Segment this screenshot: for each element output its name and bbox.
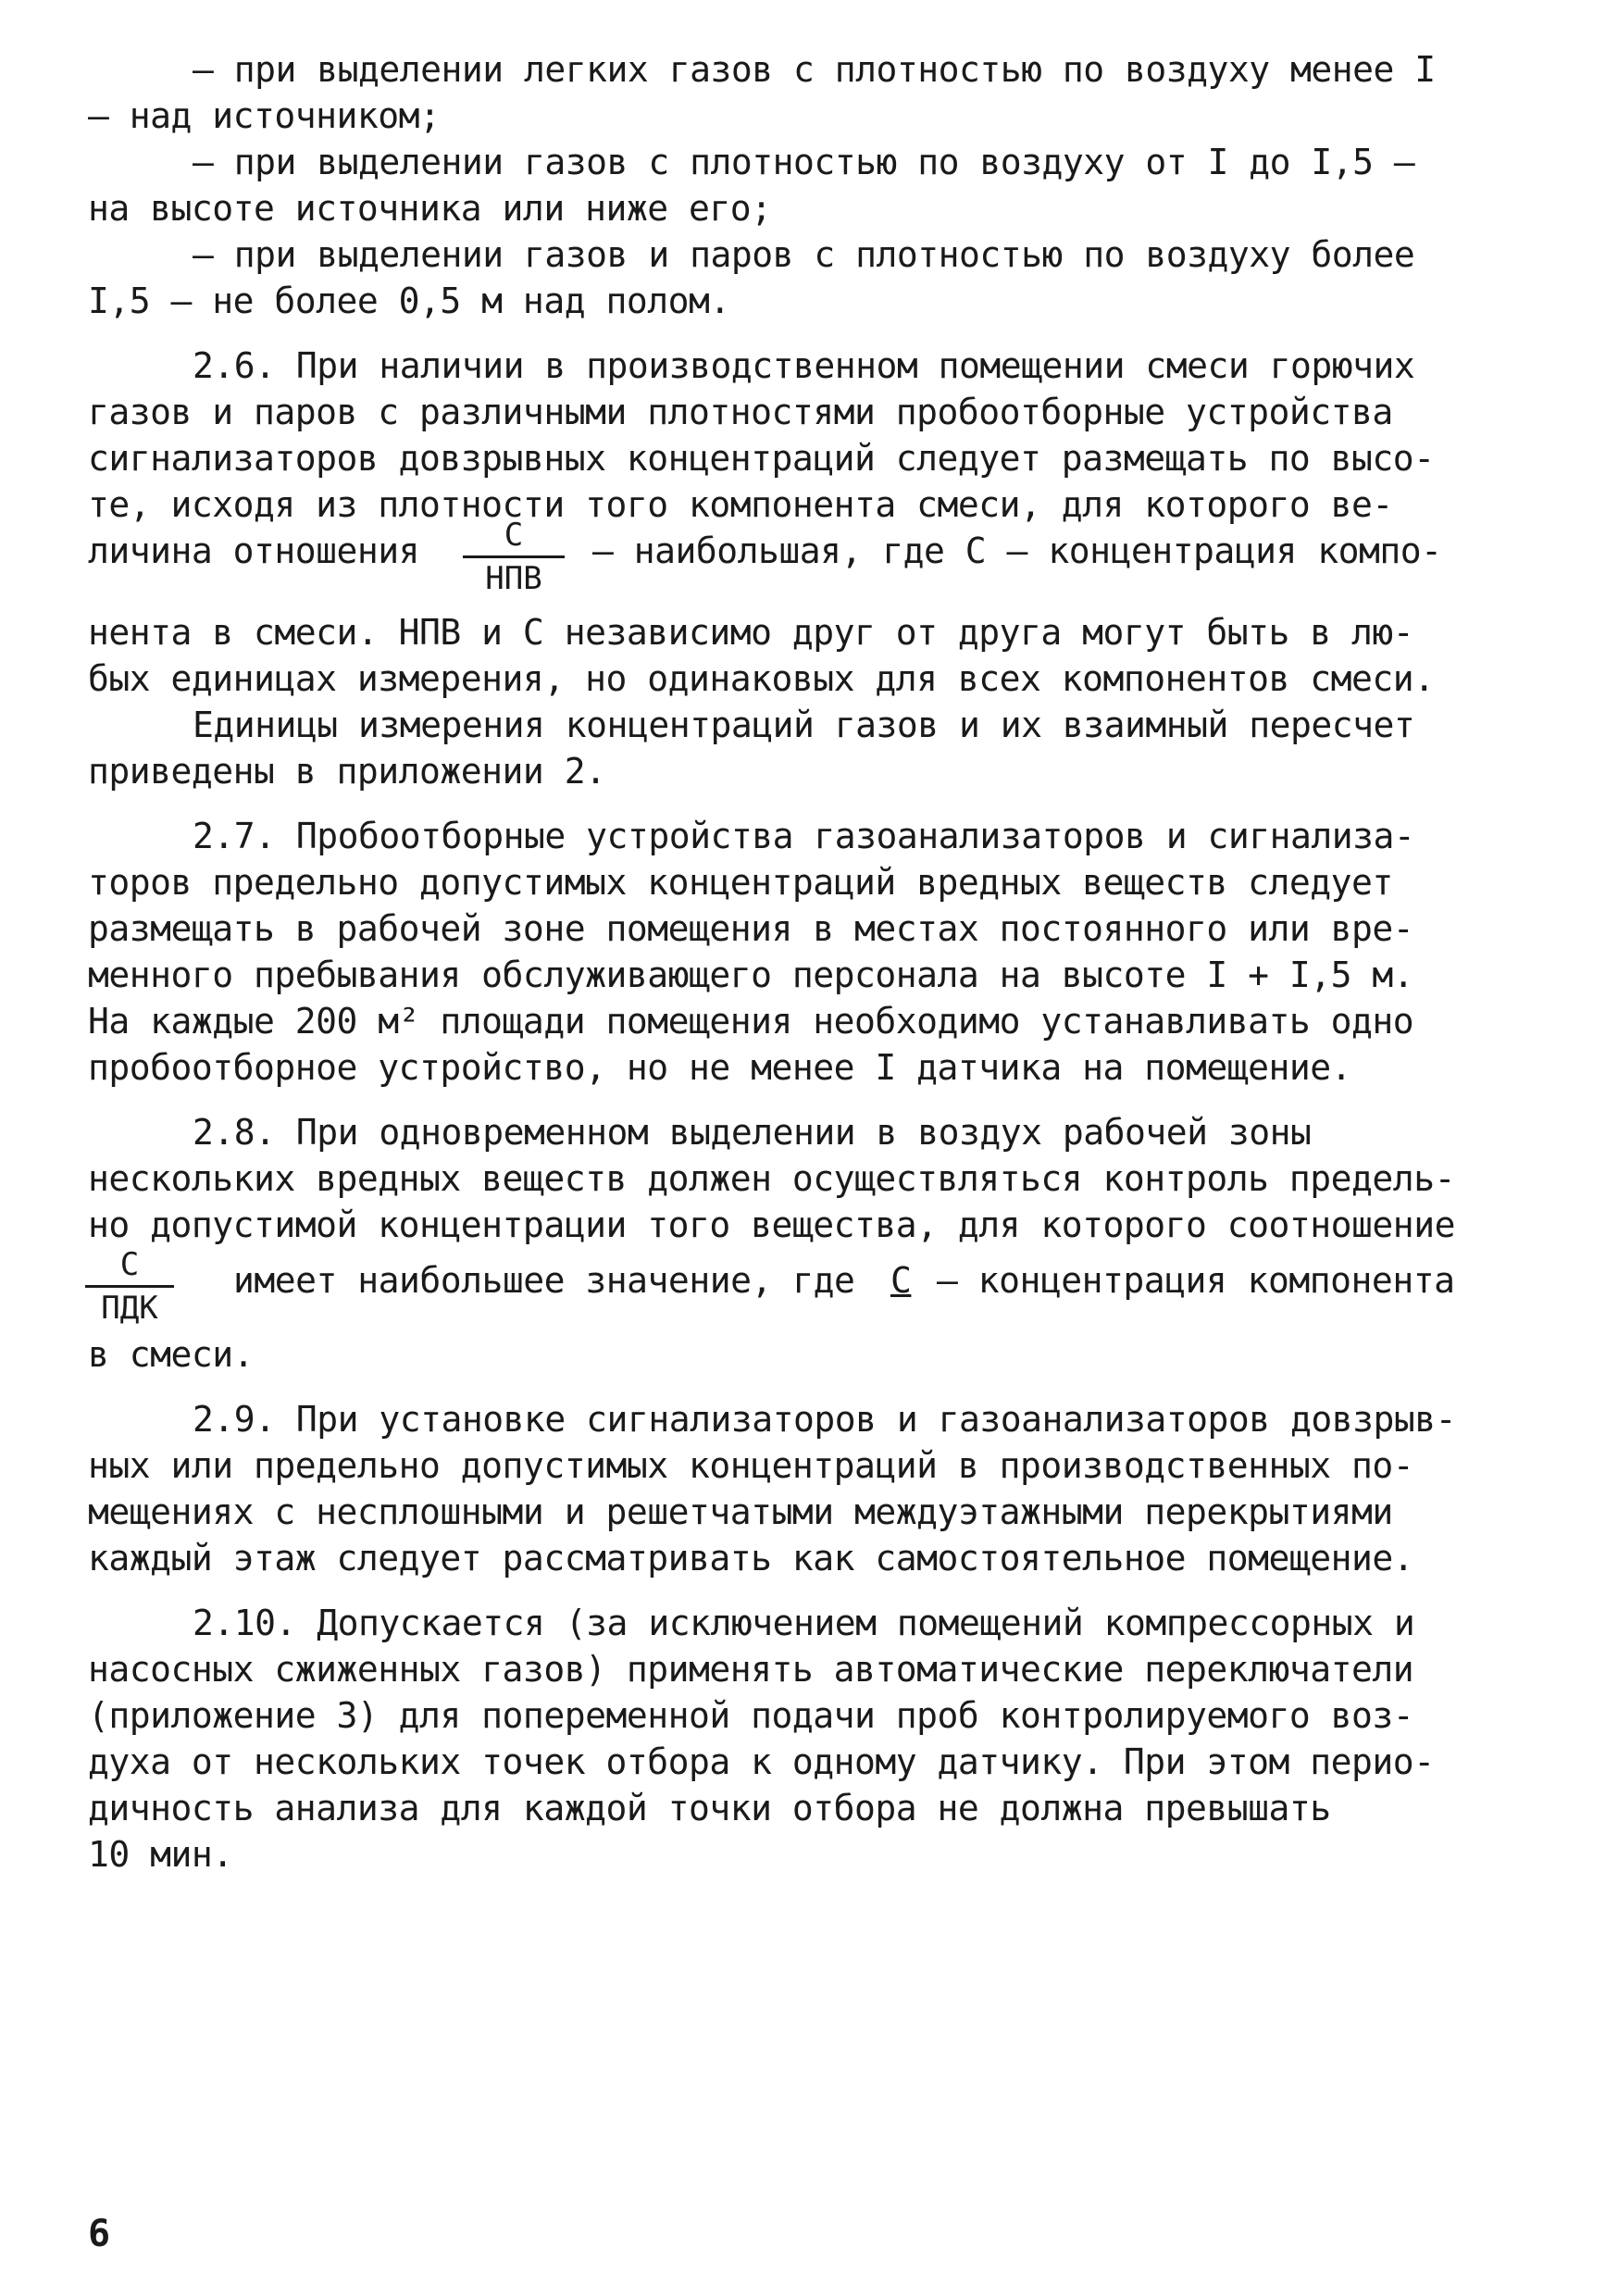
fraction-bar <box>463 555 565 558</box>
text-line: нента в смеси. НПВ и С независимо друг от друга могут быть в лю- <box>88 612 1414 653</box>
text-line: На каждые 200 м² площади помещения необходимо устанавливать одно <box>88 1001 1414 1042</box>
text-line: насосных сжиженных газов) применять автоматические переключатели <box>88 1649 1414 1690</box>
fraction-c-over-pdk <box>85 1246 174 1327</box>
text-line: (приложение 3) для попеременной подачи проб контролируемого воз- <box>88 1695 1414 1736</box>
text-line: сигнализаторов довзрывных концентраций следует размещать по высо- <box>88 438 1435 479</box>
text-line: газов и паров с различными плотностями пробоотборные устройства <box>88 392 1393 432</box>
text-line: ных или предельно допустимых концентраций в производственных по- <box>88 1445 1414 1486</box>
text-line: – наибольшая, где С – концентрация компо- <box>592 530 1442 571</box>
text-line: личина отношения <box>88 530 420 571</box>
text-line: 2.9. При установке сигнализаторов и газоанализаторов довзрыв- <box>193 1399 1457 1440</box>
text-line: 2.8. При одновременном выделении в воздух рабочей зоны <box>193 1112 1312 1153</box>
text-line: духа от нескольких точек отбора к одному датчику. При этом перио- <box>88 1741 1435 1782</box>
text-line: 2.10. Допускается (за исключением помещений компрессорных и <box>193 1603 1415 1643</box>
text-line: дичность анализа для каждой точки отбора не должна превышать <box>88 1788 1331 1828</box>
text-line: размещать в рабочей зоне помещения в местах постоянного или вре- <box>88 908 1414 949</box>
text-line: мещениях с несплошными и решетчатыми междуэтажными перекрытиями <box>88 1491 1393 1532</box>
text-line: бых единицах измерения, но одинаковых для всех компонентов смеси. <box>88 658 1435 699</box>
text-line: торов предельно допустимых концентраций вредных веществ следует <box>88 862 1393 903</box>
text-line: – при выделении газов и паров с плотностью по воздуху более <box>193 234 1415 275</box>
text-line: 2.6. При наличии в производственном помещении смеси горючих <box>193 345 1415 386</box>
underlined-c: C <box>890 1260 912 1301</box>
text-line: те, исходя из плотности того компонента смеси, для которого ве- <box>88 484 1393 525</box>
text-line: менного пребывания обслуживающего персонала на высоте I + I,5 м. <box>88 955 1414 995</box>
fraction-numerator: C <box>119 1246 140 1283</box>
text-line: каждый этаж следует рассматривать как самостоятельное помещение. <box>88 1538 1414 1578</box>
text-line: 10 мин. <box>88 1834 233 1875</box>
text-line: Единицы измерения концентраций газов и их взаимный пересчет <box>193 705 1415 745</box>
text-line: пробоотборное устройство, но не менее I датчика на помещение. <box>88 1047 1352 1088</box>
text-line: нескольких вредных веществ должен осуществляться контроль предель- <box>88 1158 1455 1199</box>
page-number: 6 <box>88 2213 111 2255</box>
text-line: приведены в приложении 2. <box>88 751 606 792</box>
text-line: – над источником; <box>88 95 441 136</box>
fraction-numerator: C <box>504 517 524 554</box>
fraction-bar <box>85 1285 174 1288</box>
text-line: на высоте источника или ниже его; <box>88 188 772 229</box>
text-line: 2.7. Пробоотборные устройства газоанализаторов и сигнализа- <box>193 816 1415 856</box>
text-line: – при выделении легких газов с плотностью по воздуху менее I <box>193 49 1436 90</box>
fraction-denominator: ПДК <box>101 1290 158 1327</box>
fraction-denominator: НПВ <box>485 560 542 597</box>
text-line: I,5 – не более 0,5 м над полом. <box>88 281 730 321</box>
text-line: имеет наибольшее значение, где <box>233 1260 855 1301</box>
fraction-c-over-npv <box>463 517 565 597</box>
text-line: в смеси. <box>88 1334 255 1375</box>
text-line: – при выделении газов с плотностью по воздуху от I до I,5 – <box>193 142 1415 182</box>
text-line: но допустимой концентрации того вещества, для которого соотношение <box>88 1204 1455 1245</box>
text-line: – концентрация компонента <box>937 1260 1455 1301</box>
